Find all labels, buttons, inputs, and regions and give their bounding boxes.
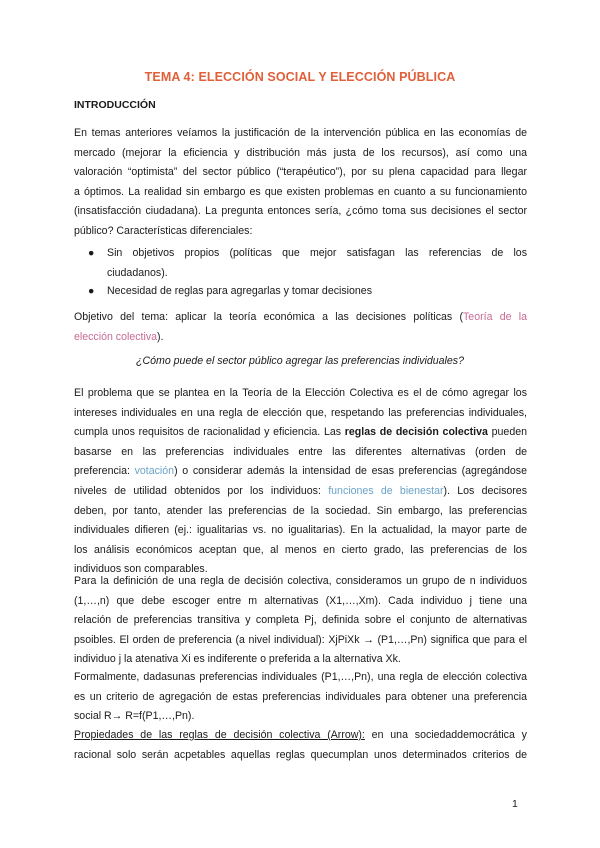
formal-definition-paragraph: [74, 668, 527, 727]
text-line: niveles de utilidad obtenidos por los individuos: funciones de bienestar). Los decisores: [74, 484, 527, 497]
text-line: En temas anteriores veíamos la justificación de la intervención pública en las economías de: [74, 127, 527, 139]
bold-term: reglas de decisión colectiva: [344, 426, 488, 439]
text-line: social R→ R=f(P1,…,Pn).: [74, 710, 195, 723]
page-number: 1: [512, 798, 518, 810]
text-line: Para la definición de una regla de decisión colectiva, consideramos un grupo de n individuos: [74, 575, 527, 587]
definition-paragraph: [74, 572, 527, 670]
objective-paragraph: [74, 308, 527, 347]
text-line: Objetivo del tema: aplicar la teoría económica a las decisiones políticas (Teoría de la: [74, 311, 528, 323]
link-teoria[interactable]: Teoría de la: [463, 311, 528, 323]
text-line: individuales difieren (ej.: igualitarias vs. no igualitarias). En la actualidad, la mayor parte de: [74, 524, 527, 537]
text-line: deben, por tanto, atender las preferencias de la sociedad. Sin embargo, las preferencias: [74, 504, 527, 517]
link-funciones-bienestar[interactable]: funciones de bienestar: [328, 484, 444, 497]
text-line: a óptimos. La realidad sin embargo es que existen problemas en cuanto a su funcionamiento: [74, 185, 527, 198]
section-heading-introduccion: INTRODUCCIÓN: [74, 99, 156, 111]
text-line: basarse en las preferencias individuales entre las diferentes alternativas (orden de: [74, 445, 527, 458]
text-line: Propiedades de las reglas de decisión colectiva (Arrow): en una sociedaddemocrática y: [74, 729, 527, 741]
text-line: racional solo serán acpetables aquellas reglas quecumplan unos determinados criterios de: [74, 748, 527, 761]
text-line: individuo j la atenativa Xi es indiferente o preferida a la alternativa Xk.: [74, 653, 401, 666]
text-line: intereses individuales en una regla de elección que, respetando las preferencias individuales,: [74, 406, 527, 419]
text-line: Formalmente, dadasunas preferencias individuales (P1,…,Pn), una regla de elección colectiva: [74, 671, 527, 683]
text-line: El problema que se plantea en la Teoría de la Elección Colectiva es el de cómo agregar los: [74, 387, 527, 399]
collective-choice-paragraph: [74, 384, 527, 580]
bullet-text-line: Necesidad de reglas para agregarlas y tomar decisiones: [107, 285, 372, 297]
link-eleccion-colectiva[interactable]: elección colectiva: [74, 330, 158, 343]
bullet-text-line: ciudadanos).: [107, 266, 168, 279]
link-votacion[interactable]: votación: [134, 465, 175, 478]
bullet-icon: ●: [88, 285, 95, 297]
text-line: cumpla unos requisitos de racionalidad y eficiencia. Las reglas de decisión colectiva pueden: [74, 426, 527, 439]
text-line: valoración “optimista” del sector público (“terapéutico”), por su plena capacidad para llegar: [74, 166, 527, 179]
arrow-properties-paragraph: [74, 726, 527, 765]
guiding-question: ¿Cómo puede el sector público agregar las preferencias individuales?: [135, 355, 464, 367]
text-line: preferencia: votación) o considerar además la intensidad de esas preferencias (agregándose: [74, 465, 527, 478]
bullet-text-line: Sin objetivos propios (políticas que mejor satisfagan las referencias de los: [107, 247, 527, 259]
page-title: TEMA 4: ELECCIÓN SOCIAL Y ELECCIÓN PÚBLICA: [144, 70, 456, 84]
text-line: es un criterio de agregación de estas preferencias individuales para obtener una preferencia: [74, 690, 527, 703]
text-line: (1,…,n) que debe escoger entre m alternativas (X1,…,Xm). Cada individuo j tiene una: [74, 594, 527, 607]
text-line: individuos son comparables.: [74, 563, 208, 576]
text-line: psoibles. El orden de preferencia (a nivel individual): XjPiXk → (P1,…,Pn) significa que para el: [74, 633, 527, 646]
intro-paragraph: [74, 124, 527, 242]
text-line: (insatisfacción ciudadana). La pregunta entonces sería, ¿cómo toma sus decisiones el sector: [74, 205, 527, 218]
text-line: relación de preferencias transitiva y completa Pj, definida sobre el conjunto de alternativas: [74, 614, 527, 627]
bullet-icon: ●: [88, 247, 95, 259]
text-line: elección colectiva).: [74, 330, 164, 343]
text-line: mercado (mejorar la eficiencia y distribución más justa de los recursos), así como una: [74, 146, 527, 159]
text-line: público? Características diferenciales:: [74, 224, 253, 237]
text-line: los análisis económicos aceptan que, al menos en cierto grado, las preferencias de los: [74, 543, 527, 556]
underlined-heading: Propiedades de las reglas de decisión colectiva (Arrow):: [74, 729, 365, 741]
